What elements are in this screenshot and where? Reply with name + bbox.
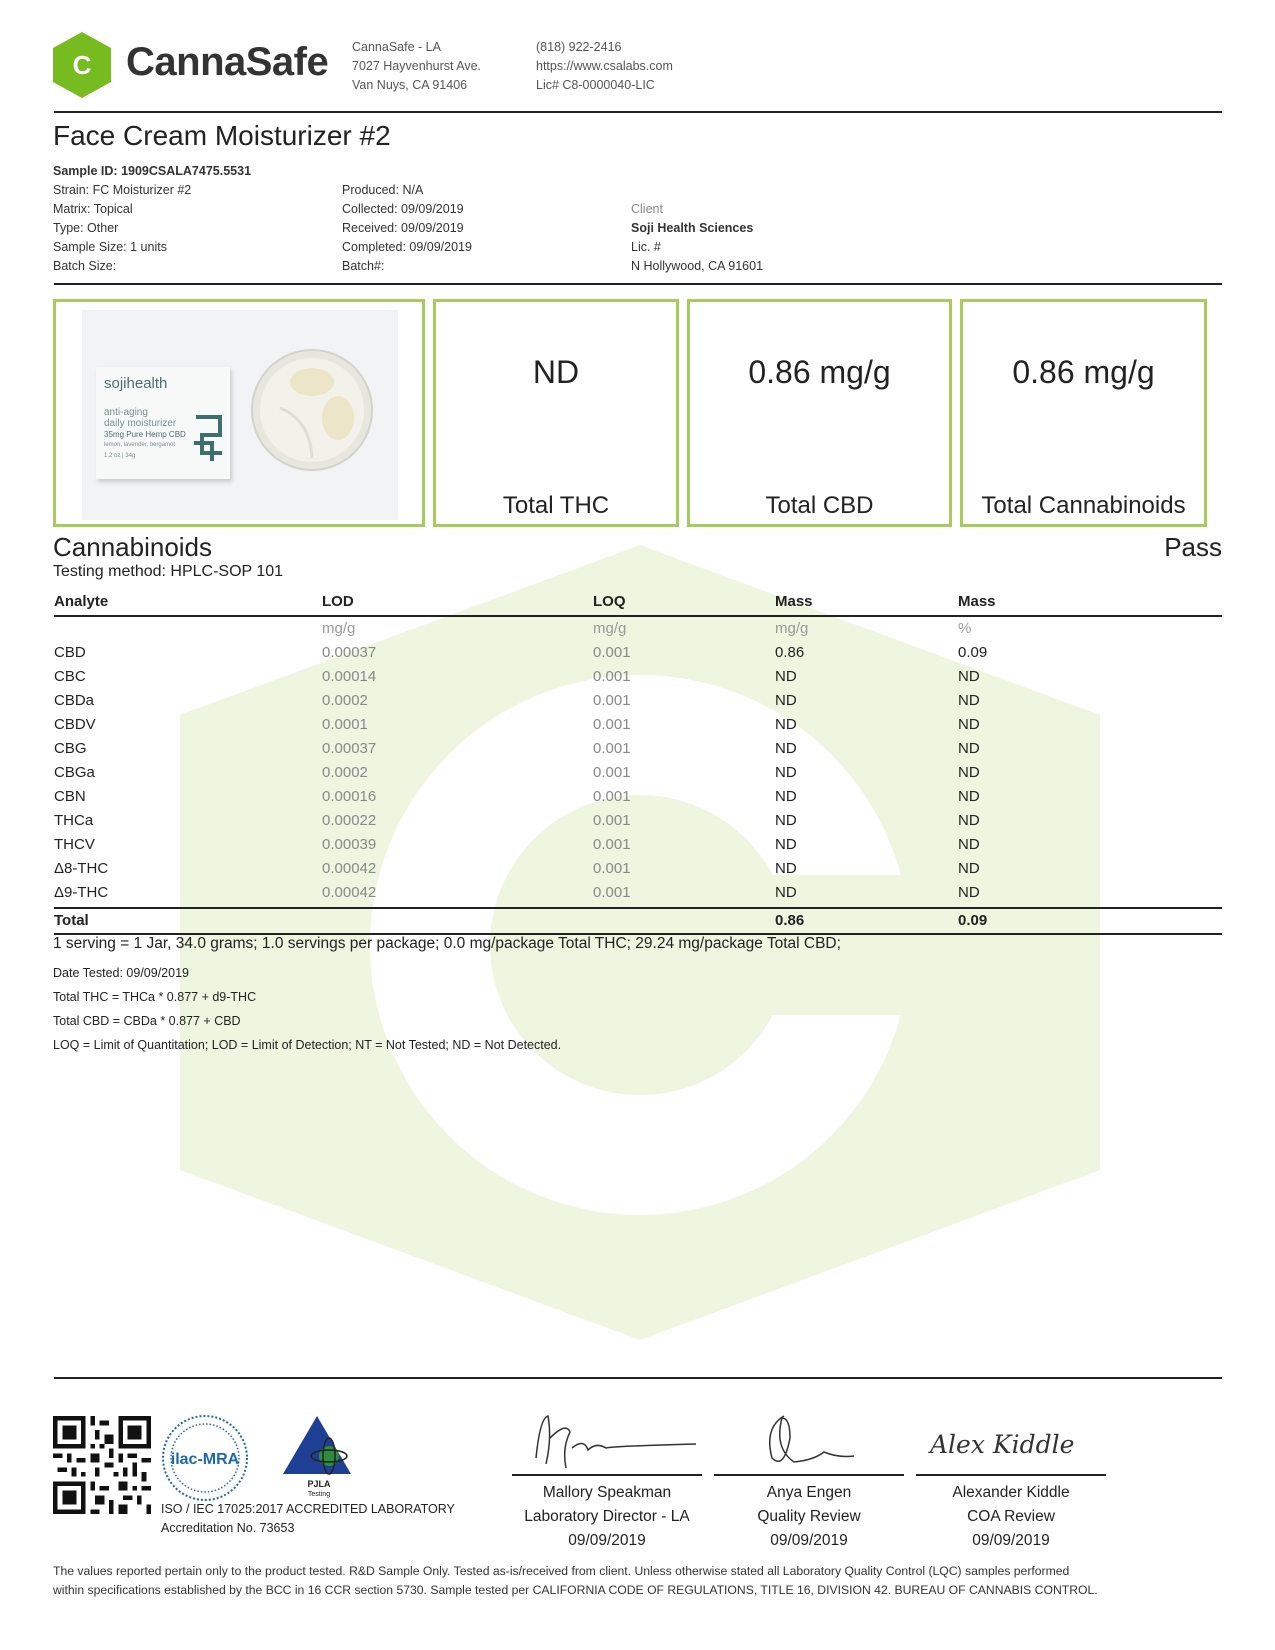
cell-mass-mg: ND <box>775 836 797 853</box>
cell-lod: 0.00037 <box>322 740 377 757</box>
table-row <box>54 833 1222 857</box>
summary-value: 0.86 mg/g <box>748 354 891 390</box>
disclaimer-line: The values reported pertain only to the product tested. R&D Sample Only. Tested as-is/received from client. Unless otherwise stated all Laboratory Quality Control (LQC) samples performed <box>53 1564 1070 1578</box>
client-name: Soji Health Sciences <box>631 221 754 235</box>
cell-analyte: CBN <box>54 788 86 805</box>
product-label <box>104 407 186 462</box>
cell-analyte: THCV <box>54 836 95 853</box>
table-row <box>54 641 1222 665</box>
cell-lod: 0.00039 <box>322 836 377 853</box>
cell-mass-mg: ND <box>775 716 797 733</box>
table-row <box>54 785 1222 809</box>
pjla-text: PJLA <box>307 1479 331 1489</box>
cell-lod: 0.00037 <box>322 644 377 661</box>
signature-mallory <box>526 1408 696 1472</box>
pjla-subtext: Testing <box>307 1491 331 1498</box>
header-divider <box>54 111 1222 113</box>
cell-mass-pct: ND <box>958 884 980 901</box>
qr-code[interactable] <box>53 1416 151 1514</box>
summary-value: 0.86 mg/g <box>1012 354 1155 390</box>
signature-block-coa <box>916 1408 1106 1549</box>
cell-loq: 0.001 <box>593 668 631 685</box>
cell-mass-pct: ND <box>958 764 980 781</box>
summary-box-total-cannabinoids <box>960 299 1207 527</box>
cell-mass-mg: ND <box>775 740 797 757</box>
signature-block-quality <box>714 1408 904 1549</box>
batch-number: Batch#: <box>342 259 385 273</box>
produced: Produced: N/A <box>342 183 424 197</box>
cell-analyte: Δ9-THC <box>54 884 109 901</box>
product-box <box>96 367 230 479</box>
col-header-mass-pct: Mass <box>958 593 996 610</box>
cell-mass-pct: 0.09 <box>958 644 988 661</box>
unit-mass-mg: mg/g <box>775 620 809 637</box>
ilac-mra-logo-icon <box>161 1414 249 1502</box>
sample-size: Sample Size: 1 units <box>53 240 167 254</box>
table-header-row <box>54 590 1222 617</box>
table-row <box>54 809 1222 833</box>
matrix: Matrix: Topical <box>53 202 133 216</box>
cannabinoid-table <box>54 590 1222 935</box>
serving-info: 1 serving = 1 Jar, 34.0 grams; 1.0 servings per package; 0.0 mg/package Total THC; 29.24 mg/package Total CBD; <box>53 935 841 952</box>
table-units-row <box>54 617 1222 641</box>
batch-size: Batch Size: <box>53 259 117 273</box>
cell-analyte: CBG <box>54 740 87 757</box>
col-header-analyte: Analyte <box>54 593 109 610</box>
abbreviation-legend: LOQ = Limit of Quantitation; LOD = Limit of Detection; NT = Not Tested; ND = Not Detected. <box>53 1038 562 1052</box>
cell-lod: 0.00042 <box>322 884 377 901</box>
cell-mass-mg: ND <box>775 668 797 685</box>
cell-mass-pct: ND <box>958 812 980 829</box>
signature-alex: Alex Kiddle <box>930 1430 1075 1459</box>
summary-box-total-thc <box>433 299 679 527</box>
signature-line <box>714 1474 904 1476</box>
signature-line <box>916 1474 1106 1476</box>
cell-lod: 0.00022 <box>322 812 377 829</box>
cell-analyte: CBGa <box>54 764 95 781</box>
cell-loq: 0.001 <box>593 740 631 757</box>
address-line: CannaSafe - LA <box>352 40 441 54</box>
cell-lod: 0.00014 <box>322 668 377 685</box>
cell-loq: 0.001 <box>593 644 631 661</box>
address-line: 7027 Hayvenhurst Ave. <box>352 59 482 73</box>
cbd-formula: Total CBD = CBDa * 0.877 + CBD <box>53 1014 241 1028</box>
sample-info-col2 <box>342 181 472 276</box>
col-header-mass-mg: Mass <box>775 593 813 610</box>
cell-mass-mg: ND <box>775 884 797 901</box>
brand-name: CannaSafe <box>126 40 329 84</box>
pjla-logo-icon <box>283 1412 363 1498</box>
signer-name: Anya Engen <box>766 1484 852 1501</box>
received: Received: 09/09/2019 <box>342 221 464 235</box>
cell-loq: 0.001 <box>593 692 631 709</box>
date-tested: Date Tested: 09/09/2019 <box>53 966 189 980</box>
cell-lod: 0.00016 <box>322 788 377 805</box>
product-label-line: anti-aging <box>104 407 148 418</box>
product-brand: sojihealth <box>104 375 168 392</box>
summary-value: ND <box>532 354 580 390</box>
cell-loq: 0.001 <box>593 812 631 829</box>
signer-role: Quality Review <box>757 1508 861 1525</box>
logo-letter: C <box>72 50 92 80</box>
lab-phone: (818) 922-2416 <box>536 40 622 54</box>
completed: Completed: 09/09/2019 <box>342 240 472 254</box>
cell-analyte: CBD <box>54 644 86 661</box>
product-label-line: 1.2 oz | 34g <box>104 453 136 459</box>
signer-name: Mallory Speakman <box>542 1484 672 1501</box>
client-info <box>631 200 763 276</box>
cell-mass-pct: ND <box>958 668 980 685</box>
signer-role: Laboratory Director - LA <box>524 1508 690 1525</box>
cell-loq: 0.001 <box>593 860 631 877</box>
pass-status: Pass <box>1164 532 1222 562</box>
lab-address <box>352 38 481 95</box>
unit-mass-pct: % <box>958 620 972 637</box>
product-label-line: 35mg Pure Hemp CBD <box>104 430 186 439</box>
cell-loq: 0.001 <box>593 836 631 853</box>
table-body <box>54 641 1222 905</box>
signer-date: 09/09/2019 <box>568 1532 646 1549</box>
signer-name: Alexander Kiddle <box>952 1484 1070 1501</box>
cell-mass-mg: ND <box>775 812 797 829</box>
table-row <box>54 857 1222 881</box>
sample-id: Sample ID: 1909CSALA7475.5531 <box>53 164 252 178</box>
client-city: N Hollywood, CA 91601 <box>631 259 764 273</box>
total-mass-mg: 0.86 <box>775 912 805 929</box>
type: Type: Other <box>53 221 119 235</box>
cell-mass-pct: ND <box>958 740 980 757</box>
summary-label: Total CBD <box>765 492 874 519</box>
cell-mass-mg: ND <box>775 692 797 709</box>
notes <box>53 961 561 1057</box>
cell-mass-pct: ND <box>958 860 980 877</box>
footer-divider <box>54 1377 1222 1379</box>
product-knot-icon <box>190 407 228 467</box>
lab-license: Lic# C8-0000040-LIC <box>536 78 655 92</box>
cell-loq: 0.001 <box>593 716 631 733</box>
table-row <box>54 665 1222 689</box>
cell-mass-pct: ND <box>958 836 980 853</box>
strain: Strain: FC Moisturizer #2 <box>53 183 192 197</box>
table-row <box>54 713 1222 737</box>
page-title: Face Cream Moisturizer #2 <box>53 120 391 151</box>
col-header-lod: LOD <box>322 593 354 610</box>
cell-mass-pct: ND <box>958 716 980 733</box>
cell-lod: 0.0002 <box>322 692 368 709</box>
address-line: Van Nuys, CA 91406 <box>352 78 468 92</box>
signature-anya <box>754 1408 884 1472</box>
accreditation-line: ISO / IEC 17025:2017 ACCREDITED LABORATORY <box>161 1502 455 1516</box>
cell-analyte: CBDa <box>54 692 95 709</box>
cell-analyte: THCa <box>54 812 94 829</box>
unit-loq: mg/g <box>593 620 627 637</box>
cannasafe-logo-icon <box>53 32 111 98</box>
product-label-line: lemon, lavender, bergamot <box>104 442 176 448</box>
col-header-loq: LOQ <box>593 593 626 610</box>
client-label: Client <box>631 202 663 216</box>
cell-loq: 0.001 <box>593 788 631 805</box>
cell-mass-mg: 0.86 <box>775 644 805 661</box>
cell-mass-mg: ND <box>775 764 797 781</box>
total-mass-pct: 0.09 <box>958 912 988 929</box>
cell-analyte: CBC <box>54 668 86 685</box>
disclaimer <box>53 1562 1223 1600</box>
cell-lod: 0.0001 <box>322 716 368 733</box>
table-row <box>54 761 1222 785</box>
product-label-line: daily moisturizer <box>104 418 177 429</box>
sample-info-col1 <box>53 162 251 276</box>
cell-mass-pct: ND <box>958 692 980 709</box>
cell-mass-pct: ND <box>958 788 980 805</box>
ilac-text: ilac-MRA <box>170 1451 240 1468</box>
cell-lod: 0.0002 <box>322 764 368 781</box>
summary-label: Total Cannabinoids <box>981 492 1186 519</box>
thc-formula: Total THC = THCa * 0.877 + d9-THC <box>53 990 257 1004</box>
cream-jar-image <box>250 348 374 472</box>
lab-website-link[interactable]: https://www.csalabs.com <box>536 59 673 73</box>
cell-mass-mg: ND <box>775 860 797 877</box>
info-divider <box>54 283 1222 285</box>
signer-date: 09/09/2019 <box>770 1532 848 1549</box>
signature-block-director <box>512 1408 702 1549</box>
collected: Collected: 09/09/2019 <box>342 202 464 216</box>
cell-loq: 0.001 <box>593 884 631 901</box>
total-label: Total <box>54 912 89 929</box>
product-photo <box>82 310 398 520</box>
signature-line <box>512 1474 702 1476</box>
cell-mass-mg: ND <box>775 788 797 805</box>
signer-date: 09/09/2019 <box>972 1532 1050 1549</box>
cell-lod: 0.00042 <box>322 860 377 877</box>
lab-contact <box>536 38 673 95</box>
cell-loq: 0.001 <box>593 764 631 781</box>
disclaimer-line: within specifications established by the BCC in 16 CCR section 5730. Sample tested per CALIFORNIA CODE OF REGULATIONS, TITLE 16, DIVISION 42. BUREAU OF CANNABIS CONTROL. <box>53 1583 1098 1597</box>
unit-lod: mg/g <box>322 620 356 637</box>
section-title: Cannabinoids <box>53 532 213 562</box>
cell-analyte: Δ8-THC <box>54 860 109 877</box>
table-total-row <box>54 907 1222 935</box>
accreditation-text <box>161 1500 455 1538</box>
summary-box-total-cbd <box>687 299 952 527</box>
table-row <box>54 689 1222 713</box>
cell-analyte: CBDV <box>54 716 96 733</box>
client-license: Lic. # <box>631 240 661 254</box>
accreditation-number: Accreditation No. 73653 <box>161 1521 295 1535</box>
summary-label: Total THC <box>502 492 610 519</box>
table-row <box>54 737 1222 761</box>
table-row <box>54 881 1222 905</box>
signer-role: COA Review <box>967 1508 1055 1525</box>
product-image-box <box>53 299 425 527</box>
testing-method: Testing method: HPLC-SOP 101 <box>53 563 284 580</box>
